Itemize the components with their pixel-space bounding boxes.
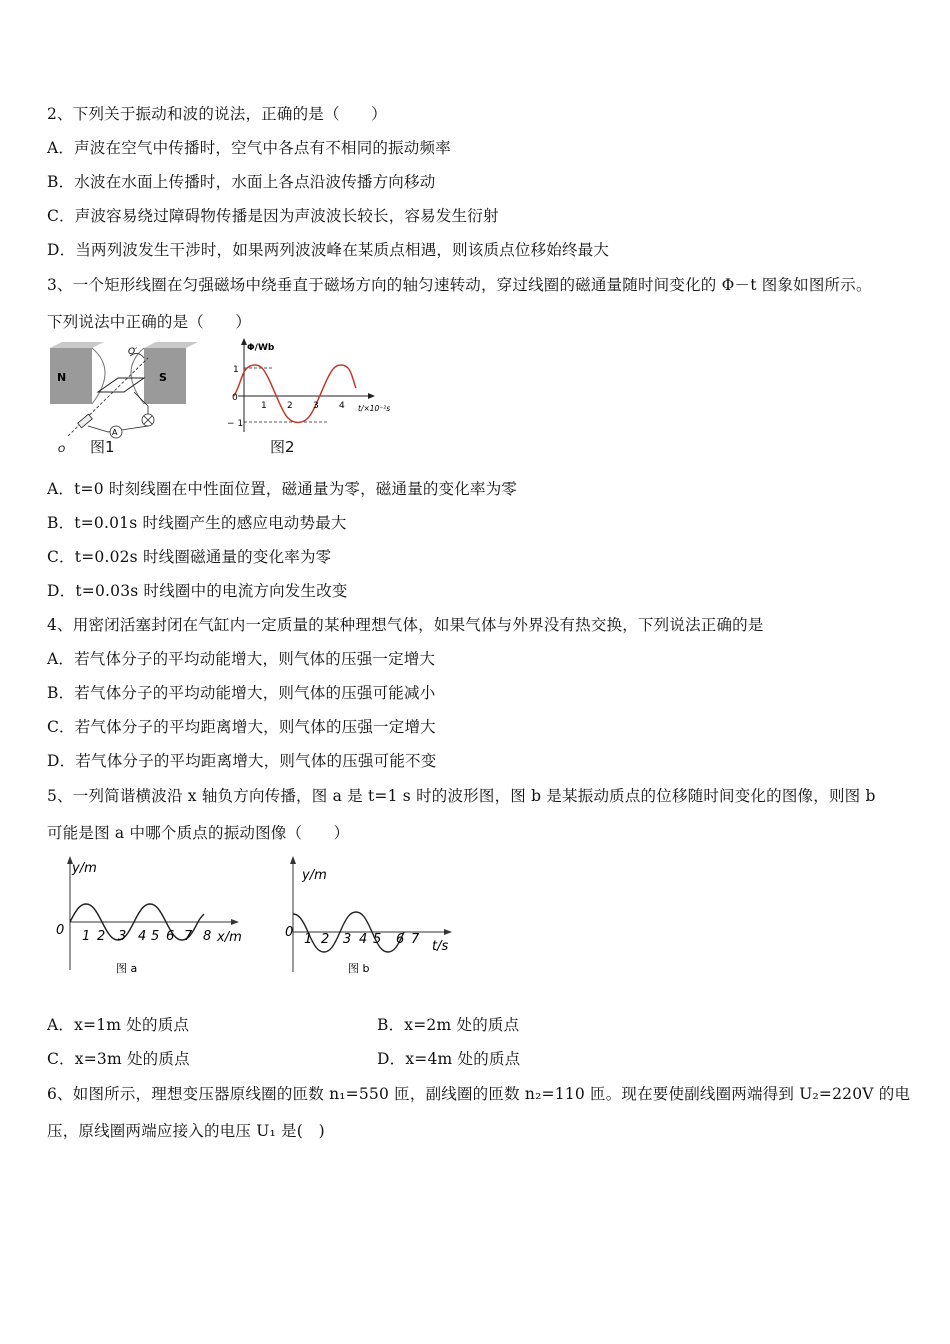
q5-stem-line1: 5、一列简谐横波沿 x 轴负方向传播，图 a 是 t=1 s 时的波形图，图 b 是某振动质点的位移随时间变化的图像，则图 b: [47, 787, 876, 805]
q2-stem: 2、下列关于振动和波的说法，正确的是（ ）: [47, 105, 387, 123]
q6-stem-line2: 压，原线圈两端应接入的电压 U₁ 是( ): [47, 1122, 325, 1140]
q4-option-c: C．若气体分子的平均距离增大，则气体的压强一定增大: [47, 718, 436, 736]
fig-a-tick-1: 1: [82, 929, 91, 944]
q3-stem-line1: 3、一个矩形线圈在匀强磁场中绕垂直于磁场方向的轴匀速转动，穿过线圈的磁通量随时间变化的 Φ－t 图象如图所示。: [47, 276, 872, 294]
axis-label-top: O′: [128, 347, 138, 357]
q4-option-d: D．若气体分子的平均距离增大，则气体的压强可能不变: [47, 752, 437, 770]
q3-option-b: B．t=0.01s 时线圈产生的感应电动势最大: [47, 514, 347, 532]
fig-a-origin: 0: [56, 923, 65, 938]
fig-b-caption: 图 b: [348, 962, 370, 975]
fig-a-tick-2: 2: [97, 929, 106, 944]
graph2-xtick-2: 2: [287, 401, 293, 411]
fig-b-origin: 0: [285, 925, 294, 940]
q4-stem: 4、用密闭活塞封闭在气缸内一定质量的某种理想气体，如果气体与外界没有热交换，下列说法正确的是: [47, 616, 764, 634]
q3-figure1-caption: 图1: [90, 438, 115, 456]
graph2-xtick-1: 1: [261, 401, 267, 411]
fig-b-tick-2: 2: [321, 932, 330, 947]
fig-a-tick-3: 3: [118, 929, 127, 944]
fig-b-xlabel: t/s: [432, 939, 449, 954]
flux-curve: [234, 365, 356, 423]
fig-a-caption: 图 a: [116, 962, 138, 975]
fig-a-tick-4: 4: [138, 929, 147, 944]
graph2-xtick-4: 4: [339, 401, 345, 411]
fig-b-tick-6: 6: [396, 932, 405, 947]
q3-option-a: A．t=0 时刻线圈在中性面位置，磁通量为零，磁通量的变化率为零: [47, 480, 518, 498]
graph2-ytick-neg: − 1: [227, 419, 244, 429]
graph2-ytick-pos: 1: [233, 365, 239, 375]
q4-option-b: B．若气体分子的平均动能增大，则气体的压强可能减小: [47, 684, 436, 702]
q2-option-b: B．水波在水面上传播时，水面上各点沿波传播方向移动: [47, 173, 436, 191]
fig-a-tick-8: 8: [203, 929, 212, 944]
q4-option-a: A．若气体分子的平均动能增大，则气体的压强一定增大: [47, 650, 436, 668]
q5-figure-a-waveform: [50, 852, 260, 977]
axis-label-bottom: O: [58, 445, 66, 455]
fig-a-tick-7: 7: [184, 929, 193, 944]
fig-a-tick-6: 6: [166, 929, 175, 944]
q3-stem-line2: 下列说法中正确的是（ ）: [47, 313, 252, 331]
magnet-n-label: N: [57, 371, 67, 384]
fig-a-ylabel: y/m: [72, 861, 97, 876]
fig-b-tick-7: 7: [411, 932, 420, 947]
fig-b-tick-4: 4: [359, 932, 368, 947]
q5-option-c: C．x=3m 处的质点: [47, 1050, 190, 1068]
fig-a-xlabel: x/m: [217, 930, 242, 945]
q5-option-b: B．x=2m 处的质点: [377, 1016, 520, 1034]
q5-option-d: D．x=4m 处的质点: [377, 1050, 521, 1068]
q3-figure1-generator: [48, 340, 198, 460]
q6-stem-line1: 6、如图所示，理想变压器原线圈的匝数 n₁=550 匝，副线圈的匝数 n₂=110 匝。现在要使副线圈两端得到 U₂=220V 的电: [47, 1085, 911, 1103]
q5-figure-b-vibration: [278, 852, 468, 977]
graph2-xtick-3: 3: [313, 401, 319, 411]
q3-option-d: D．t=0.03s 时线圈中的电流方向发生改变: [47, 582, 348, 600]
q5-stem-line2: 可能是图 a 中哪个质点的振动图像（ ）: [47, 824, 350, 842]
fig-b-ylabel: y/m: [302, 868, 327, 883]
ammeter-label: A: [112, 428, 118, 437]
q3-option-c: C．t=0.02s 时线圈磁通量的变化率为零: [47, 548, 332, 566]
fig-b-tick-3: 3: [343, 932, 352, 947]
fig-b-tick-1: 1: [304, 932, 313, 947]
q3-figure2-flux-graph: [218, 336, 408, 436]
q2-option-c: C．声波容易绕过障碍物传播是因为声波波长较长，容易发生衍射: [47, 207, 499, 225]
fig-b-tick-5: 5: [373, 932, 382, 947]
fig-a-tick-5: 5: [151, 929, 160, 944]
graph2-xlabel: t/×10⁻²s: [358, 404, 391, 413]
q2-option-d: D．当两列波发生干涉时，如果两列波波峰在某质点相遇，则该质点位移始终最大: [47, 241, 610, 259]
q2-option-a: A．声波在空气中传播时，空气中各点有不相同的振动频率: [47, 139, 451, 157]
q5-option-a: A．x=1m 处的质点: [47, 1016, 190, 1034]
graph2-ylabel: Φ/Wb: [247, 343, 275, 353]
magnet-s-label: S: [159, 371, 167, 384]
q3-figure2-caption: 图2: [270, 438, 295, 456]
graph2-origin: 0: [232, 393, 238, 403]
